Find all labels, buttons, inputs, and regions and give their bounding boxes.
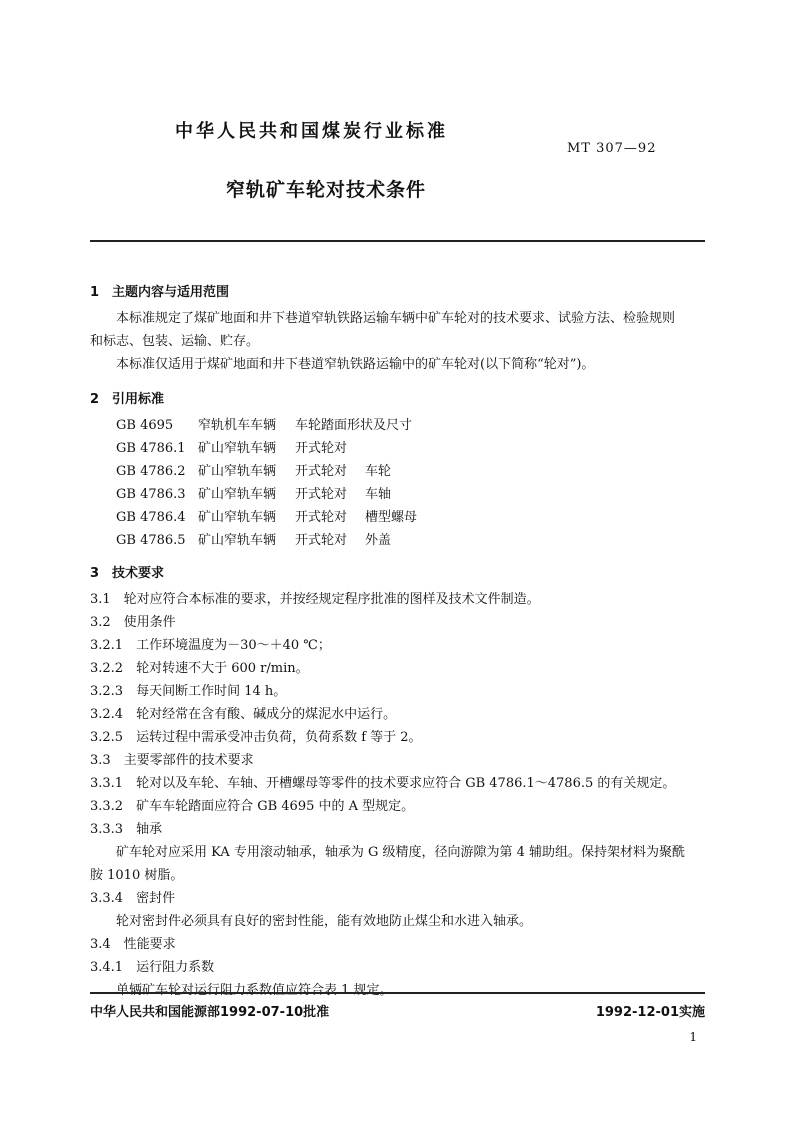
reference-part: 槽型螺母: [365, 510, 418, 525]
reference-part: 外盖: [365, 533, 392, 548]
reference-code: GB 4786.3: [116, 487, 186, 502]
reference-item: [116, 529, 391, 548]
clause-3-4-1: 3.4.1 运行阻力系数: [90, 960, 215, 975]
clause-3-4-1-text: 单辆矿车轮对运行阻力系数值应符合表 1 规定。: [116, 983, 393, 998]
clause-3-3-4: 3.3.4 密封件: [90, 891, 176, 906]
clause-3-2-4: 3.2.4 轮对经常在含有酸、碱成分的煤泥水中运行。: [90, 707, 397, 722]
clause-3-2-1: 3.2.1 工作环境温度为－30～＋40 ℃；: [90, 638, 331, 653]
reference-part: 矿山窄轨车辆: [198, 533, 277, 548]
reference-item: [116, 414, 412, 433]
org-title: 中华人民共和国煤炭行业标准: [175, 121, 448, 142]
reference-part: 开式轮对: [295, 487, 348, 502]
reference-item: [116, 483, 391, 502]
section-1-paragraph: 本标准仅适用于煤矿地面和井下巷道窄轨铁路运输中的矿车轮对(以下简称“轮对”)。: [116, 357, 595, 372]
footer-divider: [90, 992, 705, 994]
reference-code: GB 4786.4: [116, 510, 186, 525]
approval-statement: 中华人民共和国能源部1992-07-10批准: [90, 1005, 330, 1020]
reference-part: 矿山窄轨车辆: [198, 464, 277, 479]
reference-part: 矿山窄轨车辆: [198, 510, 277, 525]
clause-3-2-2: 3.2.2 轮对转速不大于 600 r/min。: [90, 661, 309, 676]
document-title: 窄轨矿车轮对技术条件: [226, 179, 427, 201]
standard-number: MT 307—92: [567, 141, 657, 156]
reference-item: [116, 437, 365, 456]
clause-3-3-4-text: 轮对密封件必须具有良好的密封性能，能有效地防止煤尘和水进入轴承。: [116, 914, 533, 929]
clause-3-3-3: 3.3.3 轴承: [90, 822, 163, 837]
reference-part: 开式轮对: [295, 464, 348, 479]
section-3-heading: 3 技术要求: [90, 566, 165, 581]
header-divider: [90, 240, 705, 242]
reference-item: [116, 460, 391, 479]
clause-3-2-3: 3.2.3 每天间断工作时间 14 h。: [90, 684, 287, 699]
reference-code: GB 4786.2: [116, 464, 186, 479]
clause-3-3-1: 3.3.1 轮对以及车轮、车轴、开槽螺母等零件的技术要求应符合 GB 4786.1～4786.5 的有关规定。: [90, 776, 676, 791]
clause-3-3-2: 3.3.2 矿车车轮踏面应符合 GB 4695 中的 A 型规定。: [90, 799, 415, 814]
reference-code: GB 4786.5: [116, 533, 186, 548]
clause-3-3-3-text-line: 胺 1010 树脂。: [90, 868, 184, 883]
clause-3-1: 3.1 轮对应符合本标准的要求，并按经规定程序批准的图样及技术文件制造。: [90, 592, 540, 607]
section-2-heading: 2 引用标准: [90, 392, 165, 407]
clause-3-4: 3.4 性能要求: [90, 937, 176, 952]
section-1-heading: 1 主题内容与适用范围: [90, 285, 230, 300]
reference-part: 矿山窄轨车辆: [198, 441, 277, 456]
clause-3-2-5: 3.2.5 运转过程中需承受冲击负荷，负荷系数 f 等于 2。: [90, 730, 422, 745]
reference-part: 开式轮对: [295, 510, 348, 525]
reference-item: [116, 506, 417, 525]
reference-part: 矿山窄轨车辆: [198, 487, 277, 502]
clause-3-2: 3.2 使用条件: [90, 615, 176, 630]
reference-part: 车轮: [365, 464, 392, 479]
page-number: 1: [689, 1030, 697, 1044]
reference-part: 开式轮对: [295, 533, 348, 548]
section-1-paragraph-line: 和标志、包装、运输、贮存。: [90, 334, 260, 349]
reference-part: 车轮踏面形状及尺寸: [295, 418, 413, 433]
section-1-paragraph-line: 本标准规定了煤矿地面和井下巷道窄轨铁路运输车辆中矿车轮对的技术要求、试验方法、检验规则: [116, 311, 676, 326]
reference-part: 窄轨机车车辆: [198, 418, 277, 433]
reference-part: 车轴: [365, 487, 392, 502]
effective-date: 1992-12-01实施: [595, 1005, 705, 1020]
clause-3-3: 3.3 主要零部件的技术要求: [90, 753, 254, 768]
reference-part: 开式轮对: [295, 441, 348, 456]
clause-3-3-3-text-line: 矿车轮对应采用 KA 专用滚动轴承，轴承为 G 级精度，径向游隙为第 4 辅助组。保持架材料为聚酰: [116, 845, 686, 860]
reference-code: GB 4786.1: [116, 441, 186, 456]
reference-code: GB 4695: [116, 418, 174, 433]
